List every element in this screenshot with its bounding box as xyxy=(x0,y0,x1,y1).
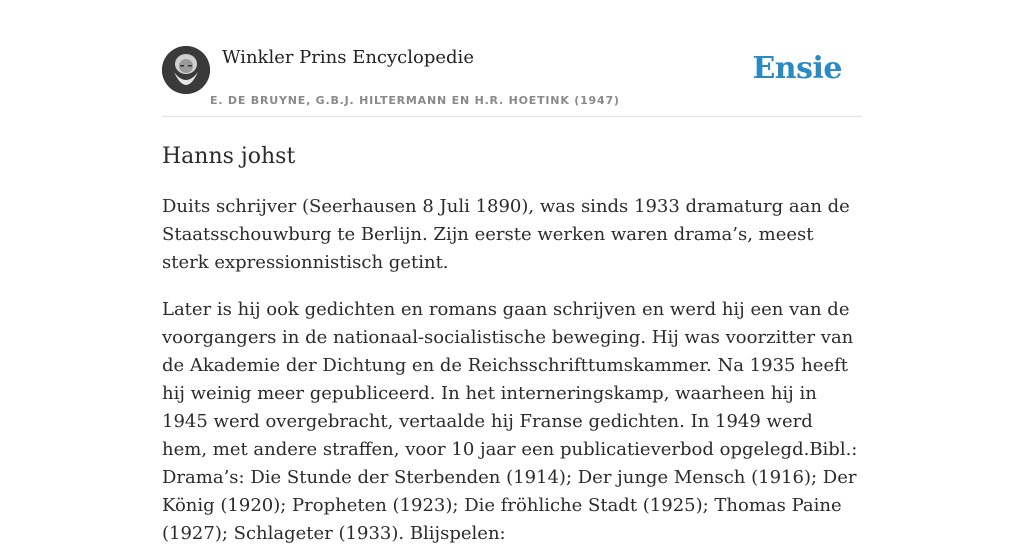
page xyxy=(162,0,862,548)
source-title[interactable]: Winkler Prins Encyclopedie xyxy=(222,47,474,68)
article-paragraph: Later is hij ook gedichten en romans gaan schrijven en werd hij een van de voorgangers in de nationaal-socialistische beweging. Hij was voorzitter van de Akademie der Dichtung en de Reichsschrifttumskammer. Na 1935 heeft hij weinig meer gepubliceerd. In het interneringskamp, waarheen hij in 1945 werd overgebracht, vertaalde hij Franse gedichten. In 1949 werd hem, met andere straffen, voor 10 jaar een publicatieverbod opgelegd.Bibl.: Drama’s: Die Stunde der Sterbenden (1914); Der junge Mensch (1916); Der König (1920); Propheten (1923); Die fröhliche Stadt (1925); Thomas Paine (1927); Schlageter (1933). Blijspelen: xyxy=(162,299,858,544)
article-title: Hanns johst xyxy=(162,144,296,169)
brand-logo[interactable]: Ensie xyxy=(752,51,842,86)
source-authors: E. DE BRUYNE, G.B.J. HILTERMANN EN H.R. HOETINK (1947) xyxy=(210,94,620,107)
author-portrait-icon[interactable] xyxy=(162,46,210,94)
source-header xyxy=(162,0,862,117)
article-paragraph: Duits schrijver (Seerhausen 8 Juli 1890), was sinds 1933 dramaturg aan de Staatsschouwburg te Berlijn. Zijn eerste werken waren drama’s, meest sterk expressionnistisch getint. xyxy=(162,196,850,273)
